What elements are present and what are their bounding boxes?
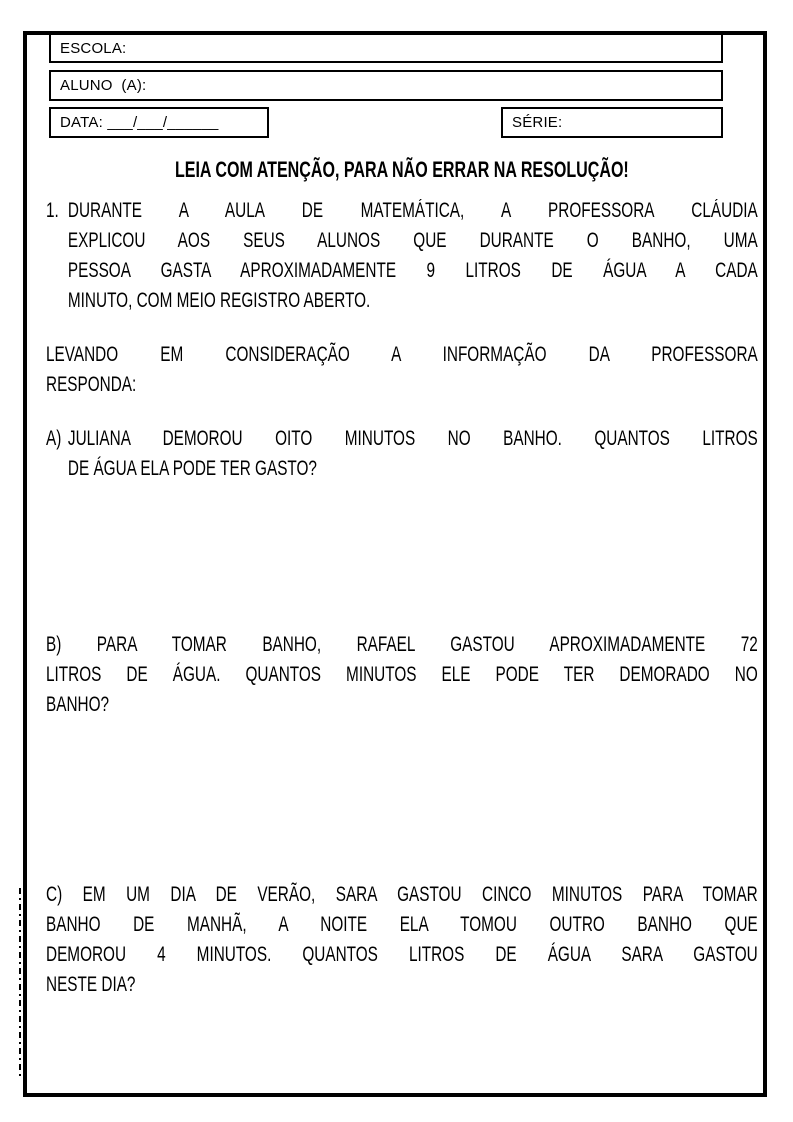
item-c-line: C) EM UM DIA DE VERÃO, SARA GASTOU CINCO MINUTOS PARA TOMAR	[46, 883, 758, 906]
school-field-box	[49, 33, 723, 63]
item-a	[46, 424, 758, 484]
instruction-line: RESPONDA:	[46, 373, 137, 396]
student-field-box	[49, 70, 723, 101]
question-1-line: MINUTO, COM MEIO REGISTRO ABERTO.	[67, 289, 371, 312]
item-c-line: NESTE DIA?	[46, 973, 136, 996]
question-1-line: EXPLICOU AOS SEUS ALUNOS QUE DURANTE O BANHO, UMA	[67, 229, 758, 252]
instruction-line: LEVANDO EM CONSIDERAÇÃO A INFORMAÇÃO DA PROFESSORA	[46, 343, 758, 366]
grade-field-box	[501, 107, 723, 138]
date-field-box	[49, 107, 269, 138]
date-label: DATA: ___/___/______	[60, 114, 219, 131]
question-1-number: 1.	[46, 199, 59, 222]
question-1	[46, 196, 758, 316]
item-c	[46, 880, 758, 1000]
question-1-line: DURANTE A AULA DE MATEMÁTICA, A PROFESSORA CLÁUDIA	[67, 199, 758, 222]
item-c-line: BANHO DE MANHÃ, A NOITE ELA TOMOU OUTRO BANHO QUE	[46, 913, 758, 936]
school-label: ESCOLA:	[60, 39, 127, 57]
item-a-line: JULIANA DEMOROU OITO MINUTOS NO BANHO. QUANTOS LITROS	[67, 427, 758, 450]
student-label: ALUNO (A):	[60, 77, 147, 94]
worksheet-title: LEIA COM ATENÇÃO, PARA NÃO ERRAR NA RESOLUÇÃO!	[174, 157, 629, 182]
item-a-line: DE ÁGUA ELA PODE TER GASTO?	[67, 457, 317, 480]
question-1-line: PESSOA GASTA APROXIMADAMENTE 9 LITROS DE ÁGUA A CADA	[67, 259, 758, 282]
item-b	[46, 630, 758, 720]
item-b-line: BANHO?	[46, 693, 110, 716]
instruction-paragraph	[46, 340, 758, 400]
grade-label: SÉRIE:	[512, 114, 563, 131]
item-a-letter: A)	[46, 427, 62, 450]
item-b-line: B) PARA TOMAR BANHO, RAFAEL GASTOU APROXIMADAMENTE 72	[46, 633, 758, 656]
item-c-line: DEMOROU 4 MINUTOS. QUANTOS LITROS DE ÁGUA SARA GASTOU	[46, 943, 758, 966]
fold-mark-dashes	[19, 888, 21, 1076]
item-b-line: LITROS DE ÁGUA. QUANTOS MINUTOS ELE PODE TER DEMORADO NO	[46, 663, 758, 686]
